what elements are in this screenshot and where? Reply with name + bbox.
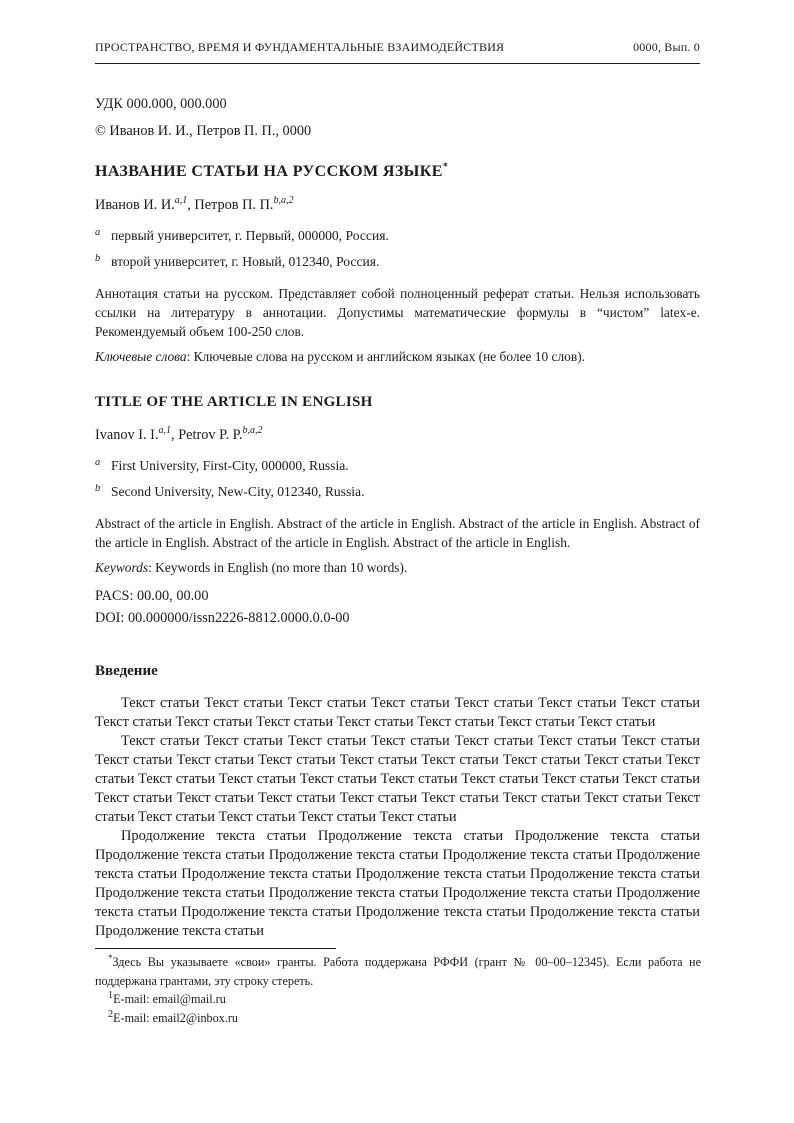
affiliation-text: Second University, New-City, 012340, Russia.	[111, 484, 365, 499]
footnote-email-1	[95, 990, 701, 1009]
affiliation-item	[95, 480, 700, 506]
affiliation-text: второй университет, г. Новый, 012340, Россия.	[111, 254, 380, 269]
affiliation-text: первый университет, г. Первый, 000000, Россия.	[111, 228, 389, 243]
copyright-line: © Иванов И. И., Петров П. П., 0000	[95, 123, 312, 139]
footnote-email-1-text: E-mail: email@mail.ru	[113, 992, 226, 1006]
keywords-label-ru: Ключевые слова	[95, 349, 187, 364]
affiliation-item	[95, 250, 700, 276]
author-separator: ,	[187, 197, 195, 213]
author-name-ru-1: Иванов И. И.	[95, 197, 175, 213]
affiliation-text: First University, First-City, 000000, Russia.	[111, 458, 349, 473]
footnote-marker-2: 2	[108, 1008, 114, 1020]
article-title-en: TITLE OF THE ARTICLE IN ENGLISH	[95, 394, 373, 410]
affiliations-en	[95, 454, 700, 506]
abstract-ru: Аннотация статьи на русском. Представляет собой полноценный реферат статьи. Нельзя использовать ссылки на литературу в аннотации. Допустимы математические формулы в “чистом” latex-е. Рекомендуемый объем 100-250 слов.	[95, 286, 700, 339]
keywords-line-ru	[95, 349, 700, 365]
body-paragraph-1: Текст статьи Текст статьи Текст статьи Текст статьи Текст статьи Текст статьи Текст статьи Текст статьи Текст статьи Текст статьи Текст статьи Текст статьи Текст статьи Текст статьи	[95, 695, 700, 730]
author-name-en-1: Ivanov I. I.	[95, 427, 159, 443]
affiliation-item	[95, 454, 700, 480]
pacs-line: PACS: 00.00, 00.00	[95, 588, 209, 604]
affiliation-marker: b	[95, 483, 101, 494]
author-affil-sup-ru-2: b,a,2	[273, 195, 294, 207]
footnote-email-2	[95, 1009, 701, 1028]
footnote-email-2-text: E-mail: email2@inbox.ru	[113, 1010, 239, 1025]
footnote-grant	[95, 953, 701, 990]
abstract-en: Abstract of the article in English. Abstract of the article in English. Abstract of the article in English. Abstract of the article in English. Abstract of the article in English. Abstract of the article in English.	[95, 516, 700, 550]
author-name-en-2: Petrov P. P.	[178, 427, 243, 443]
footnote-marker-1: 1	[108, 989, 114, 1001]
udk-line: УДК 000.000, 000.000	[95, 96, 227, 112]
author-name-ru-2: Петров П. П.	[194, 197, 274, 213]
title-footnote-marker: *	[442, 161, 449, 173]
author-affil-sup-en-1: a,1	[158, 425, 172, 437]
affiliation-marker: a	[95, 457, 101, 468]
article-title-ru-text: НАЗВАНИЕ СТАТЬИ НА РУССКОМ ЯЗЫКЕ	[95, 163, 443, 180]
journal-title: ПРОСТРАНСТВО, ВРЕМЯ И ФУНДАМЕНТАЛЬНЫЕ ВЗАИМОДЕЙСТВИЯ	[95, 40, 505, 54]
keywords-text-en: : Keywords in English (no more than 10 words).	[148, 560, 408, 575]
body-paragraph-2: Текст статьи Текст статьи Текст статьи Текст статьи Текст статьи Текст статьи Текст статьи Текст статьи Текст статьи Текст статьи Текст статьи Текст статьи Текст статьи Текст статьи Текст статьи Текст статьи Текст статьи Текст статьи Текст статьи Текст статьи Текст статьи Текст статьи Текст статьи Текст статьи Текст статьи Текст статьи Текст статьи Текст статьи Текст статьи Текст статьи Текст статьи Текст статьи Текст статьи Текст статьи	[95, 733, 700, 825]
affiliation-marker: a	[95, 227, 101, 238]
keywords-text-ru: : Ключевые слова на русском и английском языках (не более 10 слов).	[186, 349, 585, 364]
footnote-rule	[95, 948, 336, 949]
running-head	[95, 40, 700, 64]
section-heading-introduction: Введение	[95, 663, 158, 679]
affiliations-ru	[95, 224, 700, 276]
article-title-ru	[95, 163, 700, 181]
keywords-label-en: Keywords	[95, 560, 149, 575]
author-affil-sup-ru-1: a,1	[174, 195, 188, 207]
doi-line: DOI: 00.000000/issn2226-8812.0000.0.0-00	[95, 610, 350, 626]
body-paragraph-3: Продолжение текста статьи Продолжение текста статьи Продолжение текста статьи Продолжение текста статьи Продолжение текста статьи Продолжение текста статьи Продолжение текста статьи Продолжение текста статьи Продолжение текста статьи Продолжение текста статьи Продолжение текста статьи Продолжение текста статьи Продолжение текста статьи Продолжение текста статьи Продолжение текста статьи Продолжение текста статьи Продолжение текста статьи Продолжение текста статьи	[95, 828, 700, 939]
affiliation-marker: b	[95, 253, 101, 264]
footnote-grant-text: Здесь Вы указываете «свои» гранты. Работа поддержана РФФИ (грант № 00–00–12345). Если работа не поддержана грантами, эту строку стереть.	[95, 955, 701, 988]
keywords-line-en	[95, 560, 700, 576]
issue-label: 0000, Вып. 0	[633, 40, 700, 54]
affiliation-item	[95, 224, 700, 250]
footnotes-block	[95, 948, 701, 1027]
author-separator: ,	[171, 427, 179, 443]
author-affil-sup-en-2: b,a,2	[242, 425, 263, 437]
footnote-marker-asterisk: *	[108, 952, 113, 963]
authors-line-en	[95, 427, 700, 444]
authors-line-ru	[95, 197, 700, 214]
